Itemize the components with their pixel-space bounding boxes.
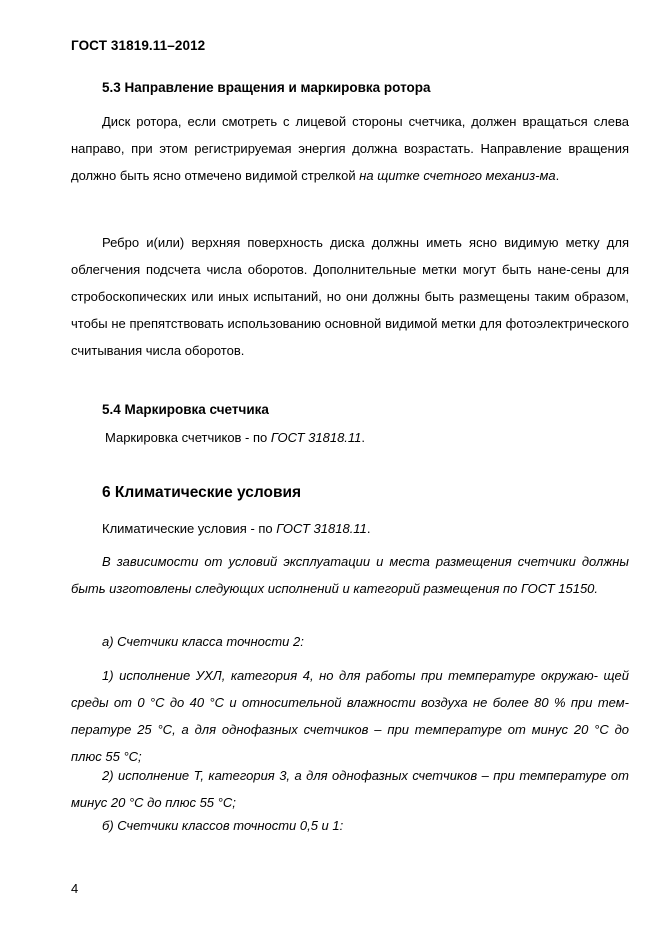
paragraph-text: Диск ротора, если смотреть с лицевой стороны счетчика, должен вращаться слева направо, при этом регистрируемая энергия должна возрастать. Направление вращения должно быть ясно отмечено видимой стрелкой [71,114,629,183]
standard-reference: ГОСТ 31818.11 [270,430,362,445]
paragraph-marking [105,430,365,445]
list-item-1: 1) исполнение УХЛ, категория 4, но для работы при температуре окружаю- щей среды от 0 °С до 40 °С и относительной влажности воздуха не более 80 % при тем-пературе 25 °С, а для однофазных счетчиков – при температуре от минус 20 °С до плюс 55 °С; [71,668,629,764]
list-item-2: 2) исполнение Т, категория 3, а для однофазных счетчиков – при температуре от минус 20 °С до плюс 55 °С; [71,768,629,810]
list-item-a: а) Счетчики класса точности 2: [102,634,304,649]
paragraph-italic-text: на щитке счетного механиз-ма [359,168,556,183]
list-item-b: б) Счетчики классов точности 0,5 и 1: [102,818,344,833]
page-number: 4 [71,881,79,896]
paragraph-rotor-direction [71,108,629,189]
paragraph-climate [102,521,370,536]
paragraph-versions: В зависимости от условий эксплуатации и места размещения счетчики должны быть изготовлены следующих исполнений и категорий размещения по ГОСТ 15150. [71,554,629,596]
document-header: ГОСТ 31819.11–2012 [71,38,206,53]
paragraph-text: Маркировка счетчиков - по [105,430,271,445]
standard-reference: ГОСТ 31818.11 [276,521,367,536]
paragraph-end: . [555,168,560,183]
paragraph-disc-mark: Ребро и(или) верхняя поверхность диска должны иметь ясно видимую метку для облегчения подсчета числа оборотов. Дополнительные метки могут быть нане-сены для стробоскопических или иных испытаний, но они должны быть размещены таким образом, чтобы не препятствовать использованию основной видимой метки для фотоэлектрического считывания числа оборотов. [71,235,629,358]
section-heading-6: 6 Климатические условия [102,484,302,501]
section-heading-5-4: 5.4 Маркировка счетчика [102,402,269,417]
section-heading-5-3: 5.3 Направление вращения и маркировка ротора [102,80,431,95]
paragraph-end: . [361,430,366,445]
paragraph-text: Климатические условия - по [102,521,277,536]
paragraph-end: . [366,521,371,536]
